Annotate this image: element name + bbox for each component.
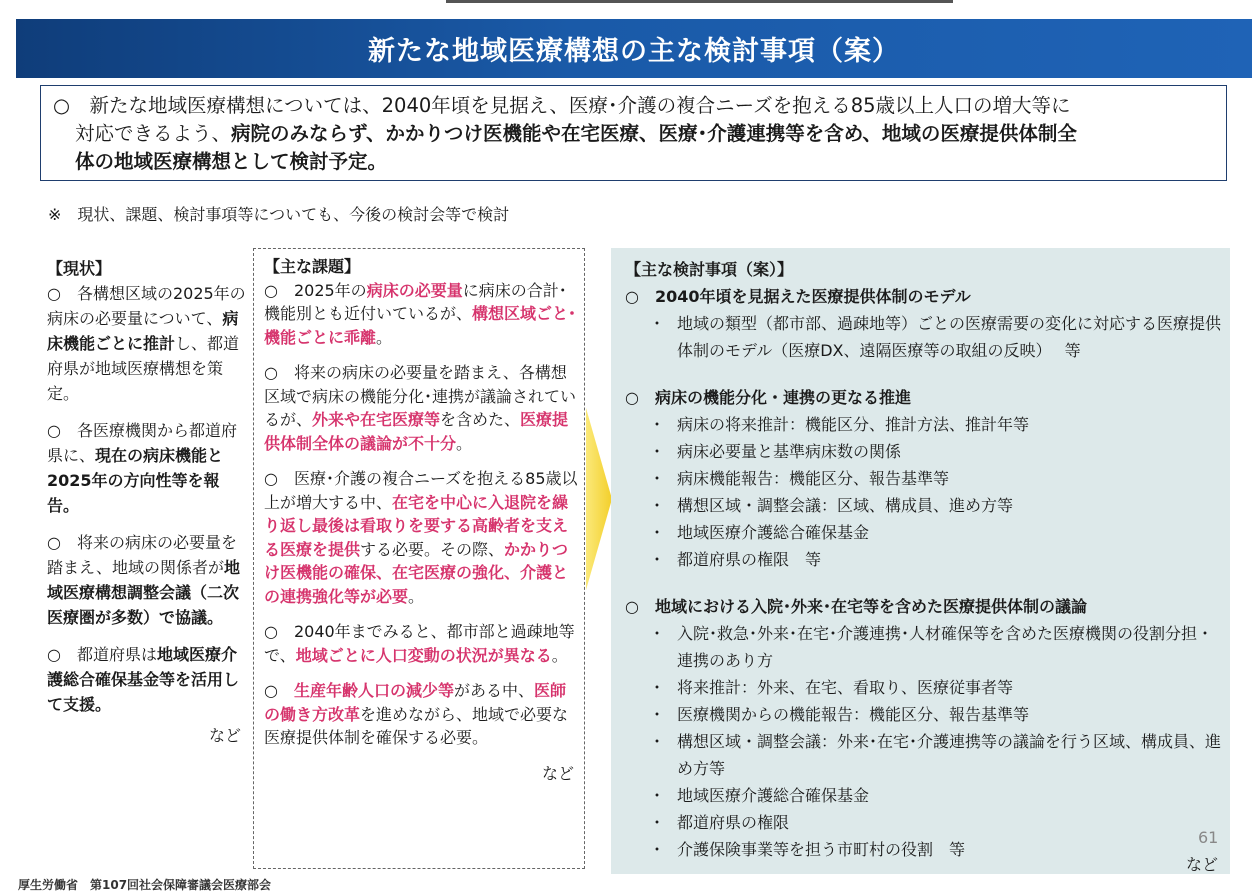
issue-highlight: 医師の働き方改革 <box>264 681 567 724</box>
issue-highlight: 医療提供体制全体の議論が不十分 <box>264 410 569 453</box>
consideration-item <box>625 701 1225 728</box>
issue-text: ○ 2025年の <box>264 280 367 300</box>
issue-highlight: 病床の必要量 <box>366 280 463 300</box>
consideration-text: 構想区域・調整会議：区域、構成員、進め方等 <box>677 496 1014 515</box>
issue-item <box>264 620 580 667</box>
intro-line-3-bold: 体の地域医療構想として検討予定。 <box>75 150 388 173</box>
current-status-heading: 【現状】 <box>47 259 112 278</box>
item-text: ○ 各構想区域の2025年の病床の必要量について、 <box>47 284 246 328</box>
issue-highlight: 地域ごとに人口変動の状況が異なる <box>295 645 552 665</box>
page-title: 新たな地域医療構想の主な検討事項（案） <box>368 36 900 67</box>
issue-highlight: かかりつけ医機能の確保、在宅医療の強化、介護との連携強化等が必要 <box>264 539 569 606</box>
bullet-icon: ・ <box>649 840 666 859</box>
page-number: 61 <box>1198 828 1219 847</box>
consideration-item <box>625 782 1225 809</box>
main-issues-list <box>264 279 580 750</box>
item-bold: 病床機能ごとに推計 <box>47 309 239 353</box>
issue-text: ○ 将来の病床の必要量を踏まえ、各構想区域で病床の機能分化･連携が議論されているが、 <box>264 363 577 429</box>
footer-source: 厚生労働省 第107回社会保障審議会医療部会 <box>18 878 272 892</box>
issue-item <box>264 361 580 455</box>
list-item <box>47 418 247 518</box>
consideration-item <box>625 492 1225 519</box>
intro-line-1: ○ 新たな地域医療構想については、2040年頃を見据え、医療･介護の複合ニーズを抱える85歳以上人口の増大等に <box>53 94 1071 117</box>
main-issues-column <box>253 248 585 869</box>
consideration-text: 地域医療介護総合確保基金 <box>677 523 870 542</box>
bullet-icon: ・ <box>649 705 666 724</box>
issue-highlight: 生産年齢人口の減少等 <box>293 681 454 700</box>
issue-highlight: 外来や在宅医療等 <box>312 410 441 429</box>
consideration-text: 入院･救急･外来･在宅･介護連携･人材確保等を含めた医療機関の役割分担・連携のあり方 <box>677 624 1214 670</box>
consideration-text: 都道府県の権限 等 <box>677 550 822 569</box>
issue-item <box>264 279 580 350</box>
consideration-section-heading: ○ 病床の機能分化・連携の更なる推進 <box>625 388 911 407</box>
bullet-icon: ・ <box>649 469 666 488</box>
item-text: ○ 将来の病床の必要量を踏まえ、地域の関係者が <box>47 533 237 577</box>
issue-item <box>264 679 580 750</box>
considerations-column <box>611 248 1230 874</box>
bullet-icon: ・ <box>649 678 666 697</box>
consideration-section-heading: ○ 2040年頃を見据えた医療提供体制のモデル <box>625 287 971 306</box>
consideration-item <box>625 546 1225 573</box>
bullet-icon: ・ <box>649 442 666 461</box>
consideration-item <box>625 411 1225 438</box>
item-text: し、都道府県が地域医療構想を策定。 <box>47 334 240 403</box>
consideration-text: 病床機能報告：機能区分、報告基準等 <box>677 469 950 488</box>
issue-highlight: 構想区域ごと･機能ごとに乖離 <box>264 304 577 347</box>
current-status-column <box>47 256 247 748</box>
issue-highlight: 在宅を中心に入退院を繰り返し最後は看取りを要する高齢者を支える医療を提供 <box>264 492 569 559</box>
intro-line-2 <box>53 120 1216 148</box>
section-gap <box>625 364 1225 384</box>
item-bold: 地域医療構想調整会議（二次医療圏が多数）で協議。 <box>47 558 240 627</box>
bullet-icon: ・ <box>649 496 666 515</box>
bullet-icon: ・ <box>649 415 666 434</box>
issue-text: がある中、 <box>453 681 534 700</box>
considerations-heading: 【主な検討事項（案）】 <box>625 260 794 279</box>
consideration-item <box>625 438 1225 465</box>
bullet-icon: ・ <box>649 732 666 751</box>
list-item <box>47 281 247 406</box>
issue-text: を進めながら、地域で必要な医療提供体制を確保する必要。 <box>264 704 569 747</box>
consideration-item <box>625 809 1225 836</box>
list-item <box>47 642 247 717</box>
intro-line-2-plain: 対応できるよう、 <box>75 122 232 145</box>
consideration-item <box>625 310 1225 364</box>
right-etc: など <box>1186 855 1219 874</box>
consideration-text: 構想区域・調整会議：外来･在宅･介護連携等の議論を行う区域、構成員、進め方等 <box>677 732 1222 778</box>
consideration-text: 将来推計：外来、在宅、看取り、医療従事者等 <box>677 678 1014 697</box>
consideration-text: 地域の類型（都市部、過疎地等）ごとの医療需要の変化に対応する医療提供体制のモデル（医療DX、遠隔医療等の取組の反映） 等 <box>677 314 1222 360</box>
issue-text: する必要。その際、 <box>360 539 505 559</box>
item-text: ○ 各医療機関から都道府県に、 <box>47 421 237 465</box>
intro-line-3 <box>53 148 1216 176</box>
consideration-text: 医療機関からの機能報告：機能区分、報告基準等 <box>677 705 1030 724</box>
intro-line-2-bold: 病院のみならず、かかりつけ医機能や在宅医療、医療･介護連携等を含め、地域の医療提供体制全 <box>231 122 1077 145</box>
intro-box <box>40 85 1227 181</box>
issue-text: を含めた、 <box>440 410 521 429</box>
bullet-icon: ・ <box>649 813 666 832</box>
consideration-text: 地域医療介護総合確保基金 <box>677 786 870 805</box>
main-issues-heading: 【主な課題】 <box>264 257 361 276</box>
issue-text: に病床の合計･機能別とも近付いているが、 <box>264 280 567 323</box>
issue-text: ○ 医療･介護の複合ニーズを抱える85歳以上が増大する中、 <box>264 469 578 512</box>
bullet-icon: ・ <box>649 314 666 333</box>
consideration-section-heading: ○ 地域における入院･外来･在宅等を含めた医療提供体制の議論 <box>625 597 1087 616</box>
consideration-text: 都道府県の権限 <box>677 813 790 832</box>
issue-text: 。 <box>408 586 425 606</box>
bullet-icon: ・ <box>649 624 666 643</box>
left-etc: など <box>208 726 241 745</box>
consideration-text: 病床必要量と基準病床数の関係 <box>677 442 902 461</box>
consideration-item <box>625 620 1225 674</box>
mid-etc: など <box>541 763 574 783</box>
list-item <box>47 530 247 630</box>
consideration-item <box>625 836 1225 863</box>
issue-item <box>264 467 580 608</box>
main-issues-content <box>264 255 580 785</box>
issue-text: 。 <box>376 327 393 347</box>
consideration-item <box>625 519 1225 546</box>
section-gap <box>625 573 1225 593</box>
consideration-item <box>625 728 1225 782</box>
item-bold: 現在の病床機能と2025年の方向性等を報告。 <box>47 446 224 515</box>
item-text: ○ 都道府県は <box>47 645 157 664</box>
item-bold: 地域医療介護総合確保基金等を活用して支援。 <box>47 645 240 714</box>
bullet-icon: ・ <box>649 523 666 542</box>
title-bar <box>16 19 1252 78</box>
issue-text: 。 <box>551 645 568 665</box>
issue-text: ○ 2040年までみると、都市部と過疎地等で、 <box>264 622 575 665</box>
consideration-item <box>625 674 1225 701</box>
considerations-sections <box>625 283 1225 863</box>
bullet-icon: ・ <box>649 550 666 569</box>
consideration-text: 介護保険事業等を担う市町村の役割 等 <box>677 840 966 859</box>
bullet-icon: ・ <box>649 786 666 805</box>
considerations-content <box>625 256 1225 863</box>
arrow-right-icon <box>586 408 612 590</box>
consideration-item <box>625 465 1225 492</box>
issue-text: ○ <box>264 681 294 700</box>
issue-text: 。 <box>456 433 473 453</box>
consideration-text: 病床の将来推計：機能区分、推計方法、推計年等 <box>677 415 1030 434</box>
top-divider <box>446 0 953 3</box>
note: ※ 現状、課題、検討事項等についても、今後の検討会等で検討 <box>48 205 510 224</box>
